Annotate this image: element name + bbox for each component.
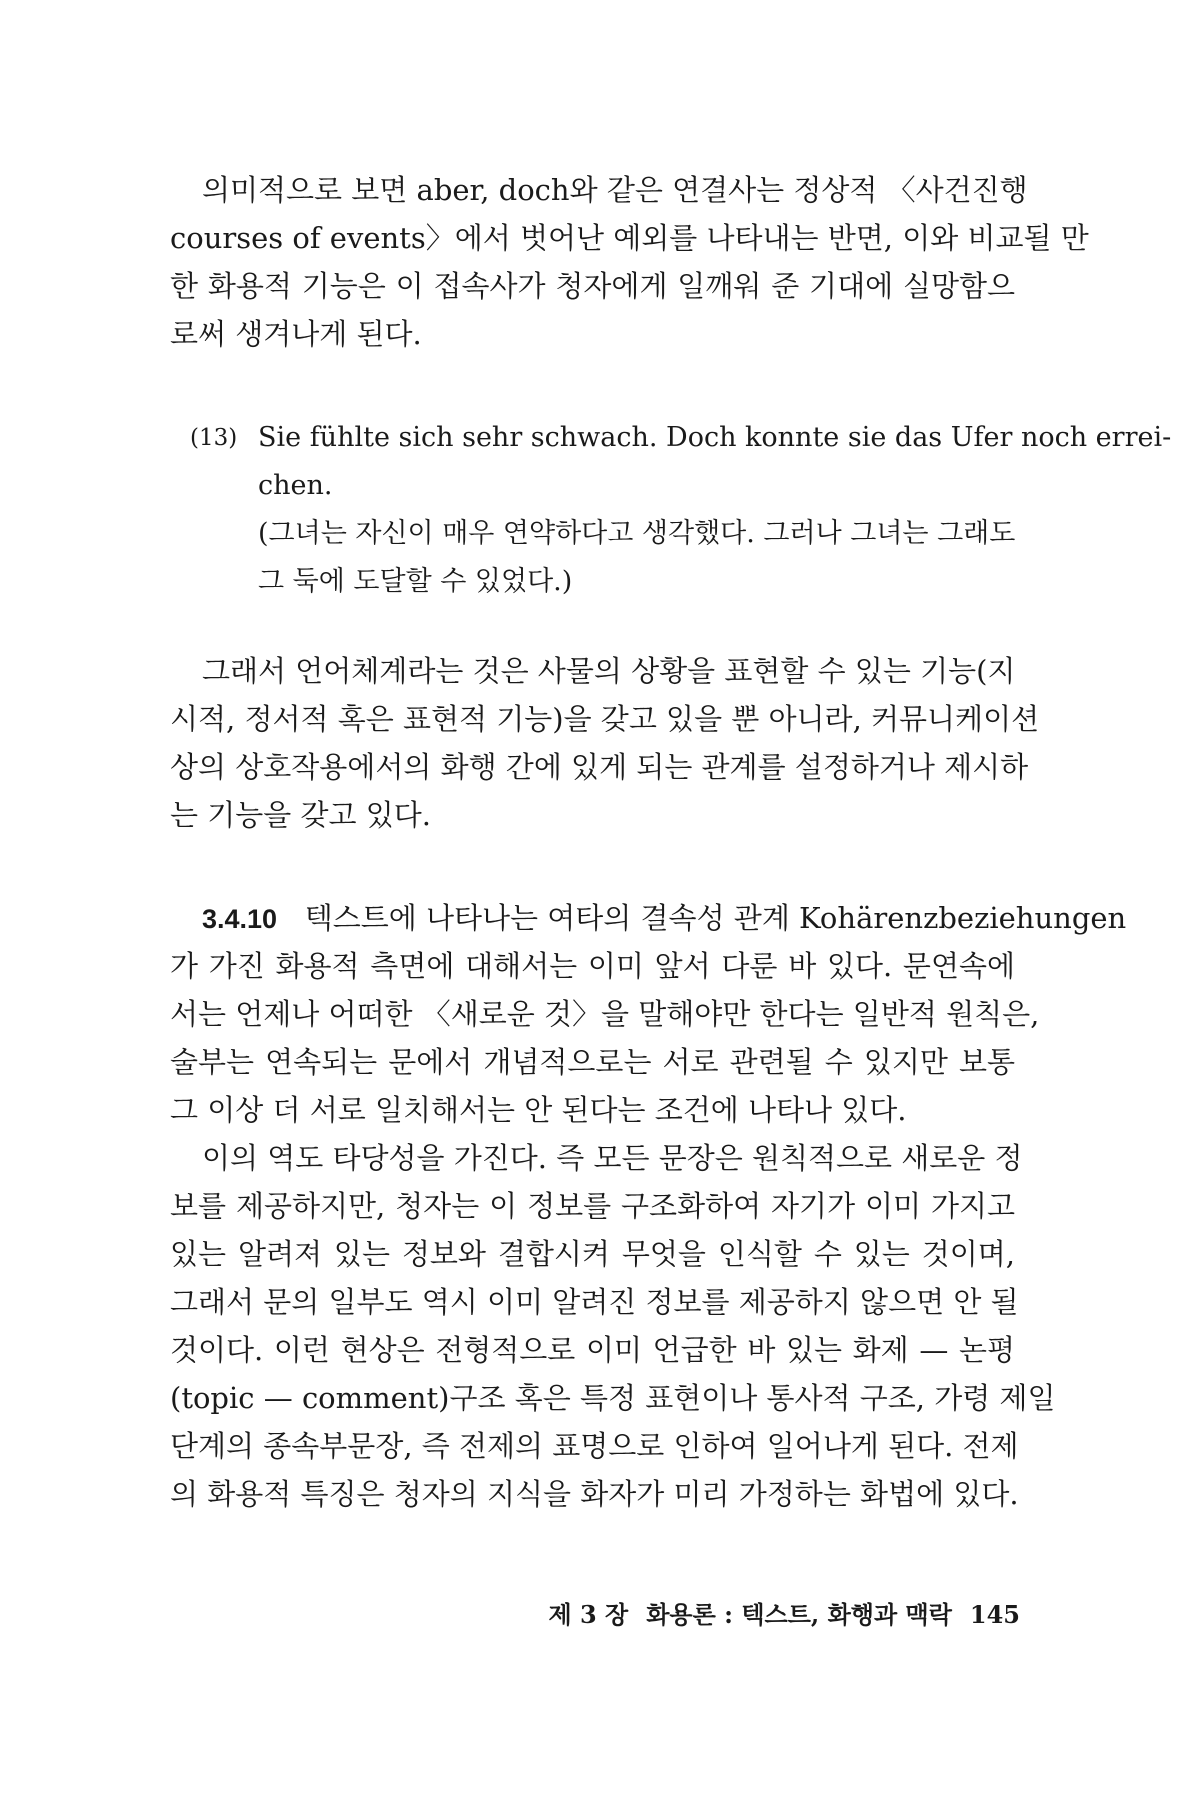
text-line: 가 가진 화용적 측면에 대해서는 이미 앞서 다룬 바 있다. 문연속에 bbox=[170, 949, 1015, 983]
text-line: courses of events〉에서 벗어난 예외를 나타내는 반면, 이와 비교될 만 bbox=[170, 221, 1089, 255]
text-line: 상의 상호작용에서의 화행 간에 있게 되는 관계를 설정하거나 제시하 bbox=[170, 750, 1029, 784]
section-first-line bbox=[170, 894, 1127, 942]
section-number: 3.4.10 bbox=[202, 904, 278, 934]
text-line: 술부는 연속되는 문에서 개념적으로는 서로 관련될 수 있지만 보통 bbox=[170, 1045, 1015, 1079]
paragraph-2 bbox=[170, 647, 1040, 839]
text-line: 보를 제공하지만, 청자는 이 정보를 구조화하여 자기가 이미 가지고 bbox=[170, 1189, 1015, 1223]
example-13 bbox=[190, 414, 1172, 606]
text-line: 단계의 종속부문장, 즉 전제의 표명으로 인하여 일어나게 된다. 전제 bbox=[170, 1429, 1019, 1463]
text-line: 의미적으로 보면 aber, doch와 같은 연결사는 정상적 〈사건진행 bbox=[202, 173, 1028, 207]
text-line: 그래서 언어체계라는 것은 사물의 상황을 표현할 수 있는 기능(지 bbox=[202, 654, 1016, 688]
footer-chapter: 제 3 장 bbox=[548, 1600, 629, 1629]
page-number: 145 bbox=[969, 1600, 1020, 1629]
footer-title: 화용론 : 텍스트, 화행과 맥락 bbox=[646, 1600, 952, 1629]
example-line: chen. bbox=[258, 470, 333, 501]
text-line: 의 화용적 특징은 청자의 지식을 화자가 미리 가정하는 화법에 있다. bbox=[170, 1477, 1019, 1511]
text-line: 그 이상 더 서로 일치해서는 안 된다는 조건에 나타나 있다. bbox=[170, 1093, 907, 1127]
example-translation-line: (그녀는 자신이 매우 연약하다고 생각했다. 그러나 그녀는 그래도 bbox=[258, 518, 1016, 549]
text-line: 시적, 정서적 혹은 표현적 기능)을 갖고 있을 뿐 아니라, 커뮤니케이션 bbox=[170, 702, 1040, 736]
text-line: 서는 언제나 어떠한 〈새로운 것〉을 말해야만 한다는 일반적 원칙은, bbox=[170, 997, 1040, 1031]
example-line: Sie fühlte sich sehr schwach. Doch konnte sie das Ufer noch errei- bbox=[258, 422, 1172, 453]
example-number: (13) bbox=[190, 425, 238, 451]
text-line: 이의 역도 타당성을 가진다. 즉 모든 문장은 원칙적으로 새로운 정 bbox=[202, 1141, 1023, 1175]
text-line: 로써 생겨나게 된다. bbox=[170, 317, 422, 351]
paragraph-4 bbox=[170, 1134, 1056, 1518]
text-line: 있는 알려져 있는 정보와 결합시켜 무엇을 인식할 수 있는 것이며, bbox=[170, 1237, 1015, 1271]
text-line: 그래서 문의 일부도 역시 이미 알려진 정보를 제공하지 않으면 안 될 bbox=[170, 1285, 1019, 1319]
text-line: 한 화용적 기능은 이 접속사가 청자에게 일깨워 준 기대에 실망함으 bbox=[170, 269, 1015, 303]
example-translation-line: 그 둑에 도달할 수 있었다.) bbox=[258, 566, 573, 597]
paragraph-1 bbox=[170, 166, 1089, 358]
text-line: 는 기능을 갖고 있다. bbox=[170, 798, 431, 832]
section-first-line-text: 텍스트에 나타나는 여타의 결속성 관계 Kohärenzbeziehungen bbox=[304, 901, 1127, 935]
running-footer bbox=[500, 1595, 1020, 1630]
text-line: 것이다. 이런 현상은 전형적으로 이미 언급한 바 있는 화제 — 논평 bbox=[170, 1333, 1015, 1367]
paragraph-3 bbox=[170, 894, 1127, 1134]
text-line: (topic — comment)구조 혹은 특정 표현이나 통사적 구조, 가령 제일 bbox=[170, 1381, 1056, 1415]
